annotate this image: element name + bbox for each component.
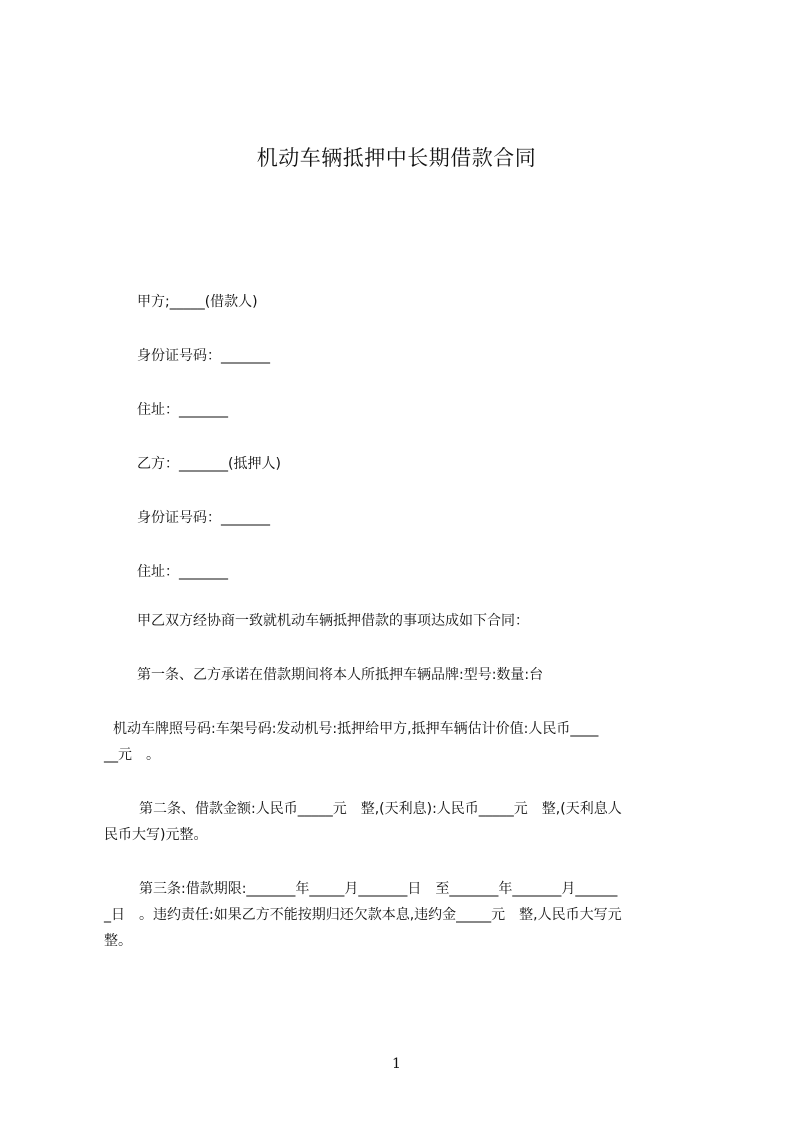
document-title: 机动车辆抵押中长期借款合同	[256, 146, 537, 170]
party-a-field: 甲方;_____(借款人)	[137, 294, 258, 310]
article-3-line-3: 整。	[104, 933, 132, 949]
party-a-address-field: 住址：_______	[137, 402, 228, 418]
article-2-line-2: 民币大写)元整。	[104, 827, 208, 843]
intro-paragraph: 甲乙双方经协商一致就机动车辆抵押借款的事项达成如下合同：	[137, 613, 529, 629]
party-b-id-field: 身份证号码：_______	[137, 510, 270, 526]
article-3-line-2: _日 。违约责任:如果乙方不能按期归还欠款本息,违约金_____元 整,人民币大写元	[104, 907, 622, 923]
party-b-address-field: 住址：_______	[137, 564, 228, 580]
page-number: 1	[392, 1056, 401, 1072]
article-1-line-3: __元 。	[104, 747, 160, 763]
article-1-line-2: 机动车牌照号码:车架号码:发动机号:抵押给甲方,抵押车辆估计价值:人民币____	[113, 721, 599, 737]
article-1-line-1: 第一条、乙方承诺在借款期间将本人所抵押车辆品牌:型号:数量:台	[137, 667, 544, 683]
article-2-line-1: 第二条、借款金额:人民币_____元 整,(天利息):人民币_____元 整,(天利息人	[139, 801, 622, 817]
article-3-line-1: 第三条:借款期限:_______年_____月_______日 至_______年_______月______	[139, 881, 618, 897]
party-a-id-field: 身份证号码：_______	[137, 348, 270, 364]
party-b-field: 乙方：_______(抵押人)	[137, 456, 281, 472]
